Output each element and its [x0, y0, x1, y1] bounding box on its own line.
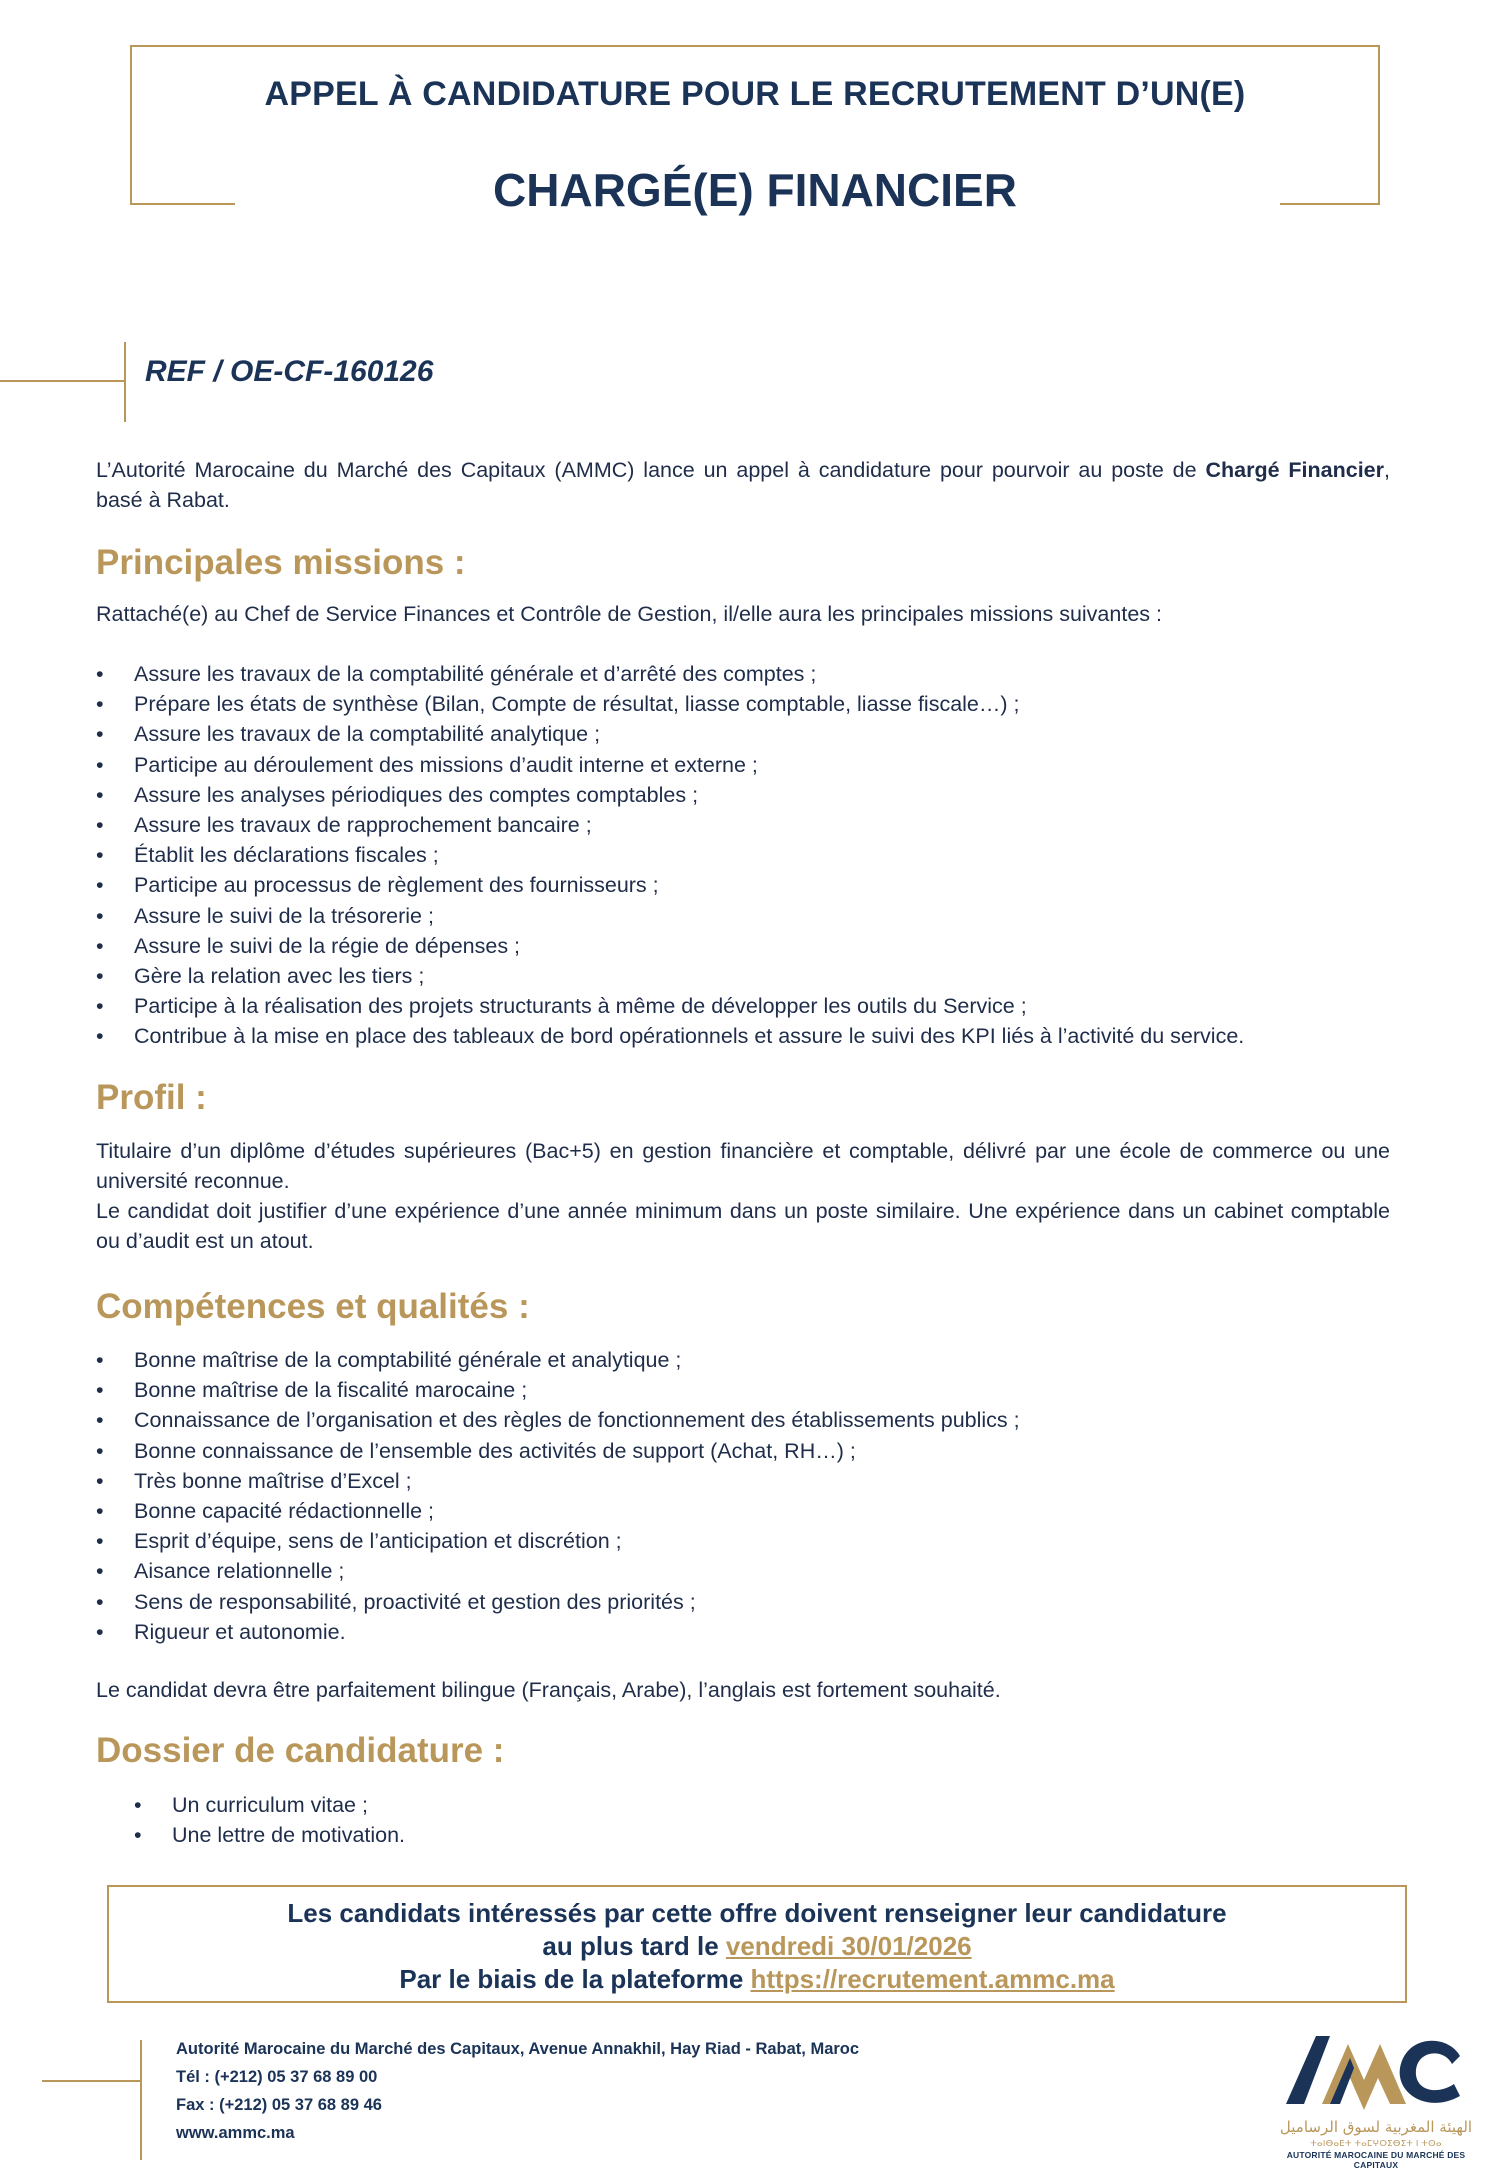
application-deadline-box [107, 1885, 1407, 2003]
section-title-dossier: Dossier de candidature : [96, 1731, 505, 1770]
competences-item: • Bonne maîtrise de la comptabilité générale et analytique ; [96, 1345, 1390, 1375]
missions-item: • Participe au déroulement des missions d’audit interne et externe ; [96, 750, 1390, 780]
footer-fax: Fax : (+212) 05 37 68 89 46 [176, 2096, 382, 2114]
missions-item: • Participe au processus de règlement des fournisseurs ; [96, 870, 1390, 900]
intro-paragraph [96, 455, 1390, 515]
missions-item: • Assure le suivi de la trésorerie ; [96, 901, 1390, 931]
missions-item: • Participe à la réalisation des projets structurants à même de développer les outils du Service ; [96, 991, 1390, 1021]
missions-list [96, 659, 1390, 1052]
missions-item: • Assure les travaux de rapprochement bancaire ; [96, 810, 1390, 840]
section-title-competences: Compétences et qualités : [96, 1287, 530, 1326]
missions-item: • Assure les travaux de la comptabilité générale et d’arrêté des comptes ; [96, 659, 1390, 689]
dossier-list [96, 1790, 1390, 1850]
section-title-missions: Principales missions : [96, 543, 466, 582]
cta-line2 [109, 1930, 1405, 1963]
missions-item: • Gère la relation avec les tiers ; [96, 961, 1390, 991]
missions-item: • Assure les travaux de la comptabilité analytique ; [96, 719, 1390, 749]
logo-french-text: AUTORITÉ MAROCAINE DU MARCHÉ DES CAPITAUX [1286, 2150, 1466, 2170]
competences-item: • Esprit d’équipe, sens de l’anticipation et discrétion ; [96, 1526, 1390, 1556]
footer-address: Autorité Marocaine du Marché des Capitaux, Avenue Annakhil, Hay Riad - Rabat, Maroc [176, 2040, 860, 2058]
reference-code: REF / OE-CF-160126 [145, 355, 434, 388]
missions-item: • Contribue à la mise en place des tableaux de bord opérationnels et assure le suivi des KPI liés à l’activité du service. [96, 1021, 1390, 1051]
intro-text-end: , basé à Rabat. [96, 458, 1390, 512]
missions-list-container [96, 659, 1390, 1052]
competences-item: • Connaissance de l’organisation et des règles de fonctionnement des établissements publics ; [96, 1405, 1390, 1435]
profil-experience: Le candidat doit justifier d’une expérience d’une année minimum dans un poste similaire. Une expérience dans un cabinet comptable ou d’audit est un atout. [96, 1199, 1390, 1253]
dossier-item: • Une lettre de motivation. [96, 1820, 1390, 1850]
competences-item: • Très bonne maîtrise d’Excel ; [96, 1466, 1390, 1496]
ref-divider-vertical [124, 342, 126, 422]
competences-list [96, 1345, 1390, 1647]
header-title-position: CHARGÉ(E) FINANCIER [493, 164, 1017, 216]
header-title-line1: APPEL À CANDIDATURE POUR LE RECRUTEMENT D’UN(E) [264, 75, 1246, 113]
profil-diploma: Titulaire d’un diplôme d’études supérieures (Bac+5) en gestion financière et comptable, délivré par une école de commerce ou une université reconnue. [96, 1139, 1390, 1193]
competences-item: • Aisance relationnelle ; [96, 1556, 1390, 1586]
recruitment-platform-link[interactable]: https://recrutement.ammc.ma [750, 1964, 1115, 1994]
dossier-list-container [96, 1790, 1390, 1850]
footer-divider-vertical [140, 2040, 142, 2160]
dossier-item: • Un curriculum vitae ; [96, 1790, 1390, 1820]
competences-list-container [96, 1345, 1390, 1647]
competences-item: • Bonne capacité rédactionnelle ; [96, 1496, 1390, 1526]
ref-divider-horizontal [0, 380, 125, 382]
cta-line3 [109, 1963, 1405, 1996]
competences-item: • Bonne maîtrise de la fiscalité marocaine ; [96, 1375, 1390, 1405]
cta-platform-prefix: Par le biais de la plateforme [399, 1964, 751, 1994]
intro-position-name: Chargé Financier [1205, 458, 1385, 482]
footer-website[interactable]: www.ammc.ma [176, 2124, 295, 2142]
section-title-profil: Profil : [96, 1078, 207, 1117]
missions-item: • Assure les analyses périodiques des comptes comptables ; [96, 780, 1390, 810]
footer-contact [176, 2035, 859, 2147]
missions-item: • Assure le suivi de la régie de dépenses ; [96, 931, 1390, 961]
footer-divider-horizontal [42, 2080, 142, 2082]
missions-intro: Rattaché(e) au Chef de Service Finances et Contrôle de Gestion, il/elle aura les principales missions suivantes : [96, 602, 1162, 626]
cta-deadline-prefix: au plus tard le [542, 1931, 726, 1961]
competences-item: • Bonne connaissance de l’ensemble des activités de support (Achat, RH…) ; [96, 1436, 1390, 1466]
footer-tel: Tél : (+212) 05 37 68 89 00 [176, 2068, 378, 2086]
cta-line1: Les candidats intéressés par cette offre doivent renseigner leur candidature [287, 1898, 1227, 1928]
languages-requirement: Le candidat devra être parfaitement bilingue (Français, Arabe), l’anglais est fortement souhaité. [96, 1678, 1001, 1702]
logo-tifinagh-text: ⵜⴰⵏⴱⴰⴹⵜ ⵜⴰⵎⵖⵔⵉⴱⵉⵜ ⵏ ⵜⵙⴰ [1310, 2138, 1442, 2148]
competences-item: • Sens de responsabilité, proactivité et gestion des priorités ; [96, 1587, 1390, 1617]
missions-item: • Prépare les états de synthèse (Bilan, Compte de résultat, liasse comptable, liasse fiscale…) ; [96, 689, 1390, 719]
missions-item: • Établit les déclarations fiscales ; [96, 840, 1390, 870]
header-frame-top [130, 45, 1380, 47]
deadline-date-link[interactable]: vendredi 30/01/2026 [725, 1931, 972, 1961]
competences-item: • Rigueur et autonomie. [96, 1617, 1390, 1647]
logo-arabic-text: الهيئة المغربية لسوق الرساميل [1279, 2118, 1473, 2136]
intro-text: L’Autorité Marocaine du Marché des Capitaux (AMMC) lance un appel à candidature pour pourvoir au poste de [96, 458, 1206, 482]
profil-paragraphs [96, 1136, 1390, 1256]
